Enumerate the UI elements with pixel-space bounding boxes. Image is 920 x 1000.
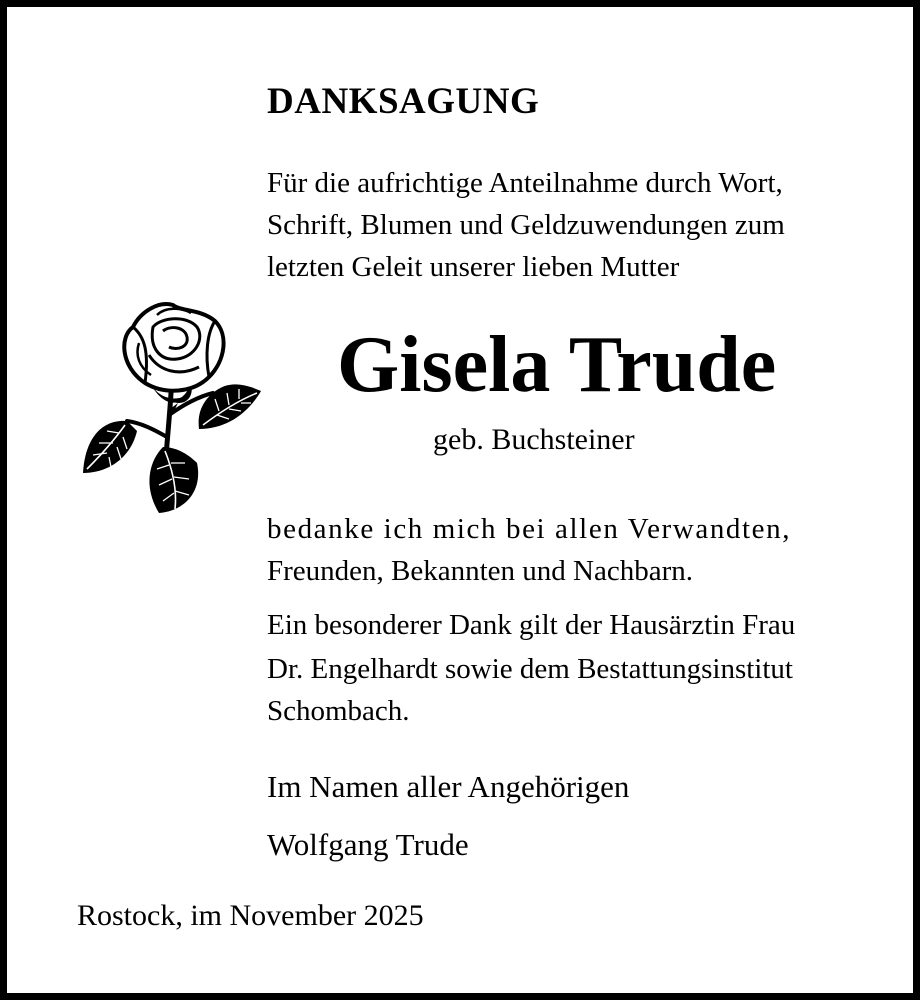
special-thanks-line: Ein besonderer Dank gilt der Hausärztin Frau bbox=[267, 609, 796, 641]
intro-line: letzten Geleit unserer lieben Mutter bbox=[267, 251, 680, 283]
notice-title: DANKSAGUNG bbox=[267, 81, 540, 122]
intro-line: Für die aufrichtige Anteilnahme durch Wort, bbox=[267, 167, 783, 199]
deceased-name: Gisela Trude bbox=[337, 321, 777, 409]
maiden-name: geb. Buchsteiner bbox=[433, 423, 635, 456]
thanks-line: Freunden, Bekannten und Nachbarn. bbox=[267, 555, 694, 587]
signatory-name: Wolfgang Trude bbox=[267, 827, 469, 862]
place-date: Rostock, im November 2025 bbox=[77, 899, 424, 932]
special-thanks-line: Dr. Engelhardt sowie dem Bestattungsinstitut bbox=[267, 653, 793, 685]
intro-line: Schrift, Blumen und Geldzuwendungen zum bbox=[267, 209, 785, 241]
signature-intro: Im Namen aller Angehörigen bbox=[267, 769, 630, 804]
special-thanks-line: Schombach. bbox=[267, 695, 410, 727]
rose-icon bbox=[79, 297, 263, 517]
thanks-line: bedanke ich mich bei allen Verwandten, bbox=[267, 513, 792, 545]
